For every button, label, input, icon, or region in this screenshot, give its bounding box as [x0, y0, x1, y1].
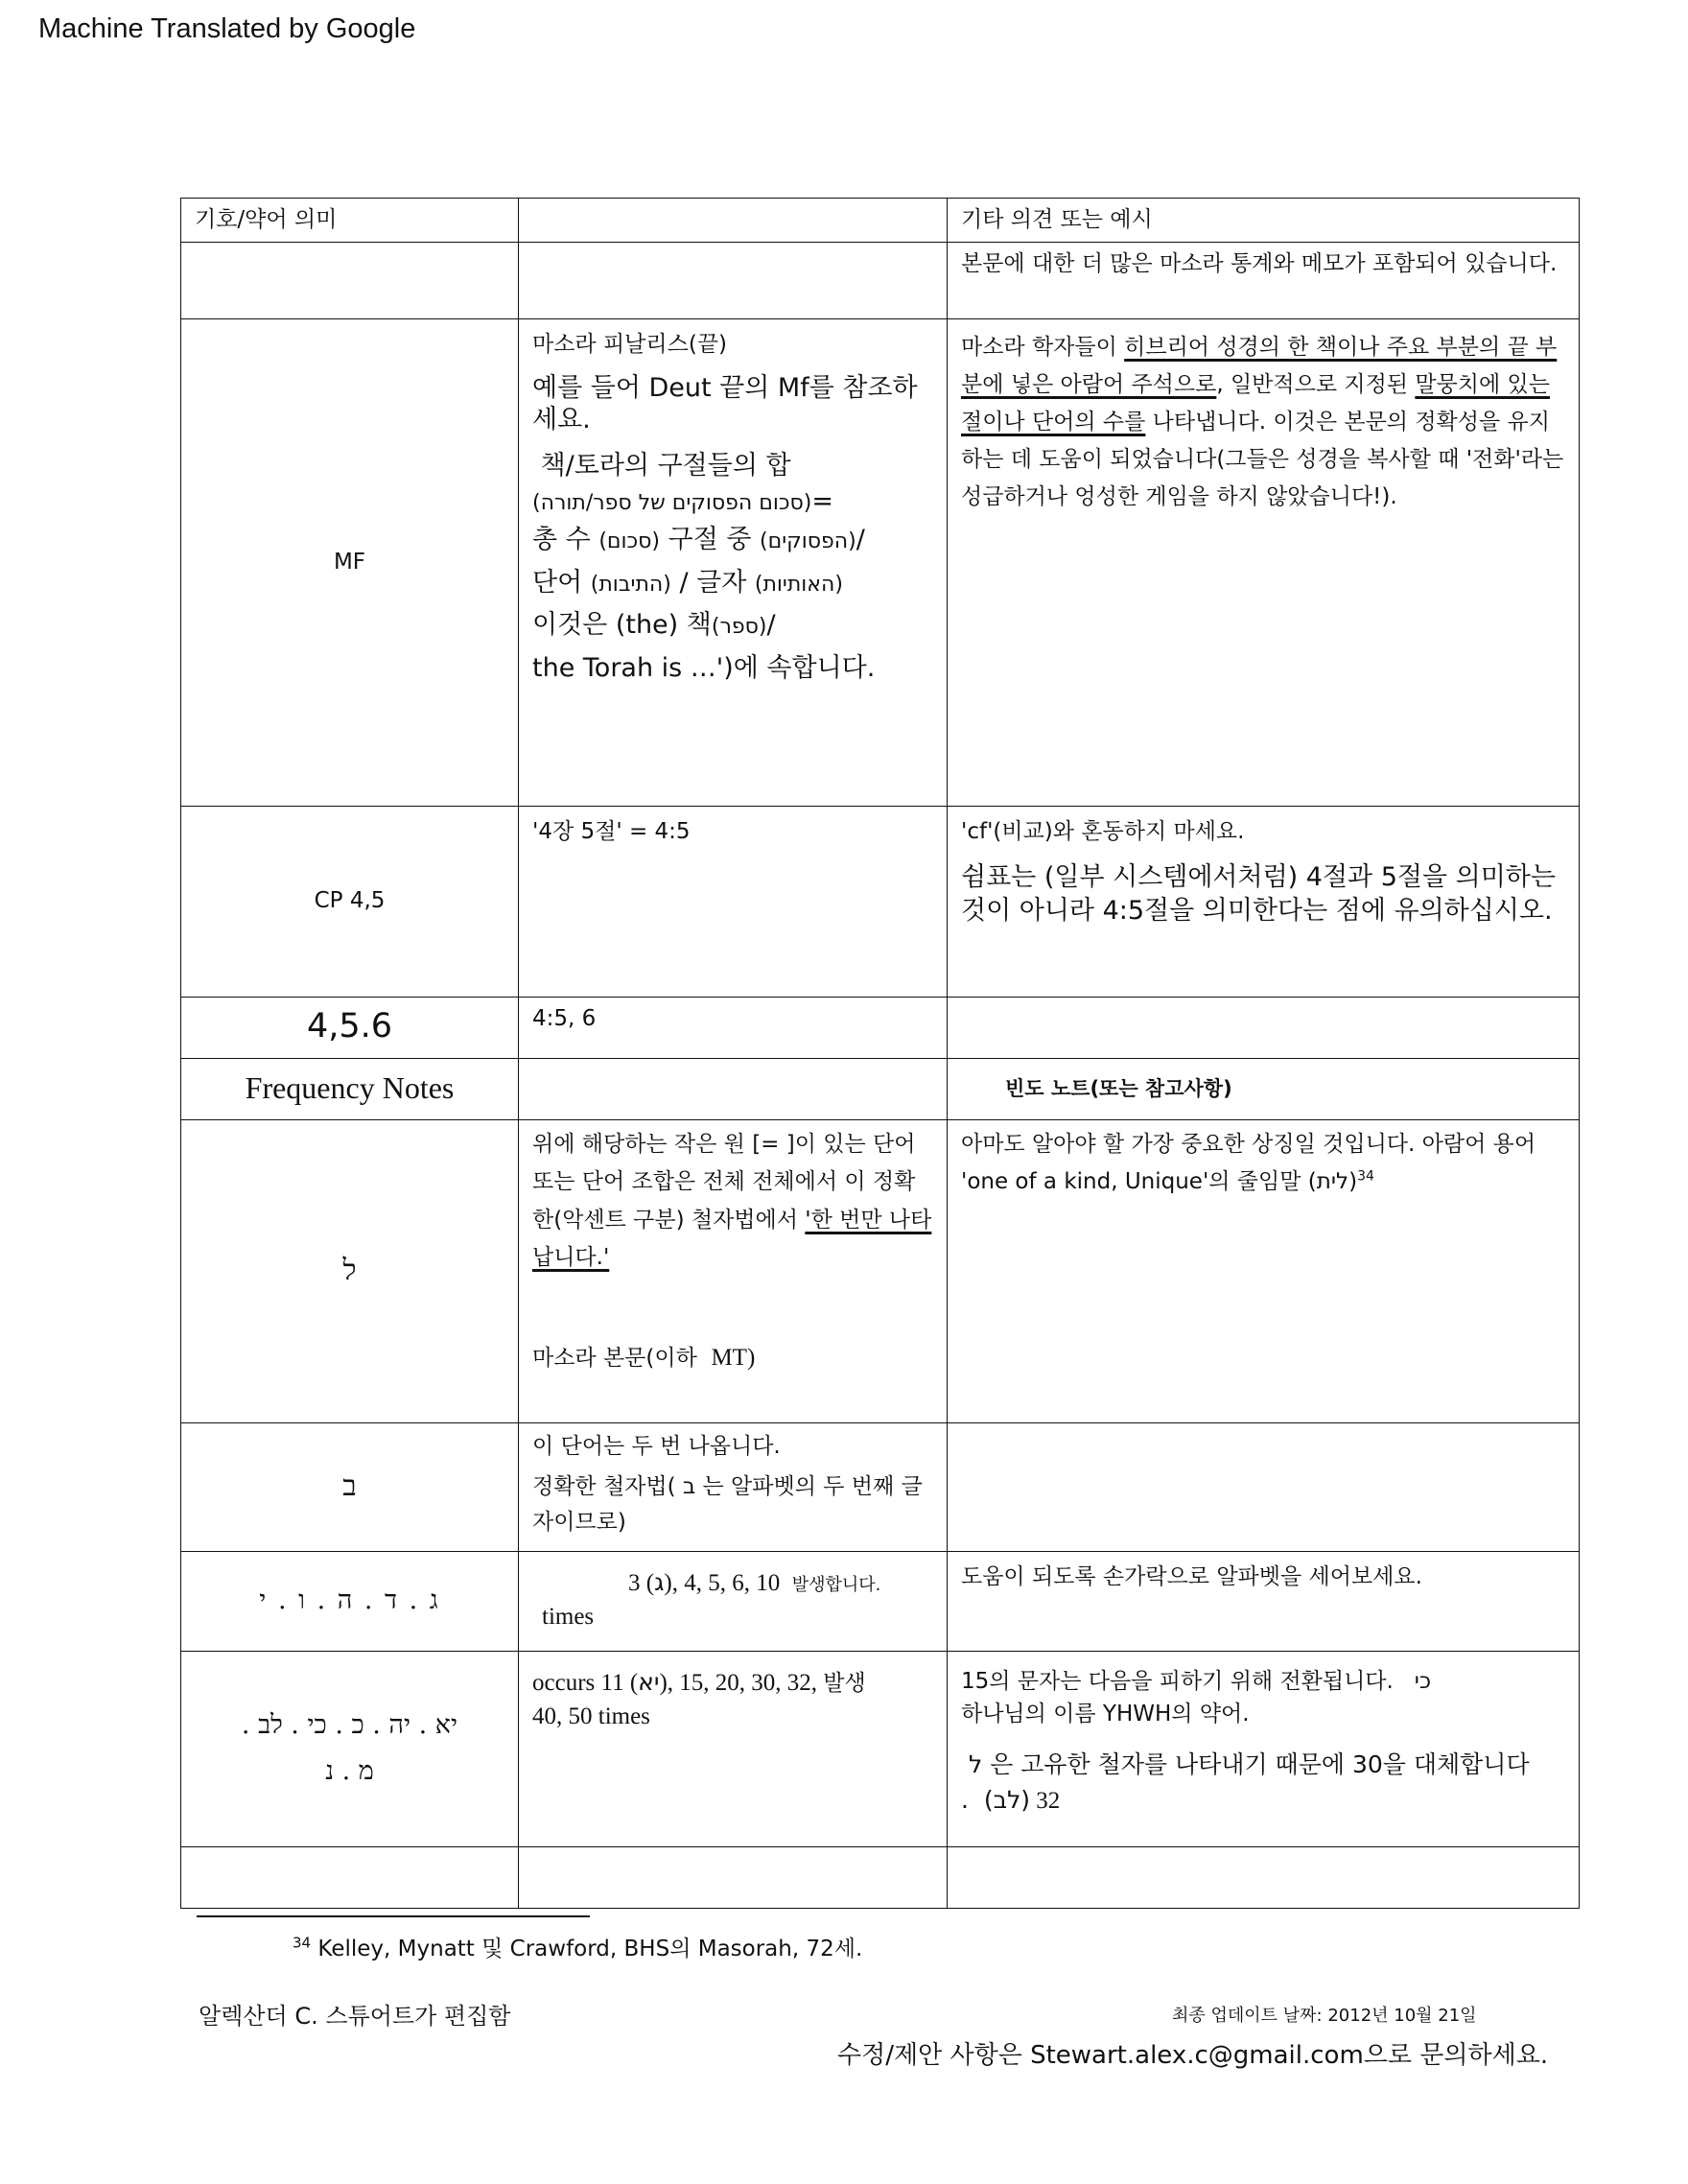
lamed-mt-note: [532, 1337, 933, 1378]
lamed-meaning-underline: '한 번만 나타납니다.': [532, 1207, 932, 1271]
lamed-meaning-part1: 위에 해당하는 작은 원 [= ]이 있는 단어 또는 단어 조합은 전체 전체에서 이 정확한(악센트 구분) 철자법에서: [532, 1131, 916, 1233]
row1-comments: [948, 242, 1580, 318]
yod-comment-line3: [961, 1747, 1565, 1820]
mf-verses-label: 구절 중: [668, 524, 752, 554]
lamed-meaning-cell: [519, 1119, 948, 1422]
masorah-symbol-table: [180, 198, 1580, 1909]
mf-comment-part1: 마소라 학자들이: [961, 334, 1125, 360]
mf-title: 마소라 피날리스(끝): [532, 331, 728, 357]
bet-meaning-cell: [519, 1422, 948, 1551]
yod-comment-part3: 은 고유한 철자를 나타내기 때문에 30을 대체합니다 .: [961, 1750, 1530, 1815]
gimel-comment: 도움이 되도록 손가락으로 알파벳을 세어보세요.: [961, 1563, 1422, 1589]
empty-cell-1: [181, 1846, 519, 1908]
lamed-meaning-text: [532, 1126, 933, 1278]
mf-total-hebrew: (סכום): [598, 528, 661, 553]
frequency-meaning-cell: [519, 1058, 948, 1119]
gimel-meaning-cell: [519, 1551, 948, 1651]
cp-comments-cell: [948, 806, 1580, 997]
lamed-comment-text: 아마도 알아야 할 가장 중요한 상징일 것입니다. 아람어 용어 'one of a kind, Unique'의 줄임말 (: [961, 1131, 1536, 1195]
table-row-bet: [181, 1422, 1580, 1551]
table-row-yod: [181, 1651, 1580, 1846]
gimel-symbol-cell: [181, 1551, 519, 1651]
lamed-symbol: ל: [342, 1253, 357, 1287]
bet-reason-part1: 정확한 철자법(: [532, 1474, 676, 1500]
frequency-notes-korean: 빈도 노트(또는 참고사항): [1005, 1076, 1232, 1100]
row1-symbol: [181, 242, 519, 318]
yod-symbols-line1: יא . יה . כ . כי . לב .: [241, 1709, 458, 1740]
lamed-comment-hebrew: לית: [1316, 1169, 1349, 1195]
cp-symbol-cell: [181, 806, 519, 997]
mf-count-line: [532, 519, 933, 562]
yod-symbols-line2: מ . נ: [325, 1756, 374, 1787]
mf-sum-label: 책/토라의 구절들의 합: [540, 451, 791, 481]
cp-meaning-cell: [519, 806, 948, 997]
table-row-mf: [181, 318, 1580, 806]
row1-comment-text: 본문에 대한 더 많은 마소라 통계와 메모가 포함되어 있습니다.: [961, 250, 1558, 276]
last-updated: 최종 업데이트 날짜: 2012년 10월 21일: [1172, 2006, 1477, 2026]
mf-letters-hebrew: (האותיות): [754, 572, 843, 597]
yod-comment-line2: 하나님의 이름 YHWH의 약어.: [961, 1702, 1250, 1727]
mf-comment-part3: 나타냅니다. 이것은 본문의 정확성을 유지하는 데 도움이 되었습니다(그들은 성경을 복사할 때 '전화'라는 성급하거나 엉성한 게임을 하지 않았습니다!).: [961, 409, 1564, 510]
cp-comment-note: 'cf'(비교)와 혼동하지 마세요.: [961, 818, 1245, 844]
gimel-comments-cell: [948, 1551, 1580, 1651]
gimel-to-yod-symbols: ג . ד . ה . ו . י: [259, 1585, 440, 1615]
bet-meaning-twice: 이 단어는 두 번 나옵니다.: [532, 1433, 781, 1459]
row1-meaning: [519, 242, 948, 318]
footnote-text: Kelley, Mynatt 및 Crawford, BHS의 Masorah, 72세.: [311, 1937, 863, 1961]
editor-credit: 알렉산더 C. 스튜어트가 편집함: [199, 2003, 511, 2030]
yod-comments-cell: [948, 1651, 1580, 1846]
mf-book-hebrew: (ספר): [711, 615, 767, 640]
translation-banner: Machine Translated by Google: [38, 13, 416, 44]
table-row-gimel: [181, 1551, 1580, 1651]
bet-symbol-cell: [181, 1422, 519, 1551]
mf-sum-hebrew: (סכום הפסוקים של ספר/תורה): [532, 490, 812, 515]
mf-symbol-cell: [181, 318, 519, 806]
numbers-symbol-cell: [181, 997, 519, 1058]
table-row-lamed: [181, 1119, 1580, 1422]
gimel-count-part2: ), 4, 5, 6, 10: [664, 1569, 781, 1596]
table-header-row: [181, 199, 1580, 243]
mf-words-hebrew: (התיבות): [590, 572, 671, 597]
gimel-count-part1: 3 (: [628, 1569, 655, 1596]
mf-meaning-cell: [519, 318, 948, 806]
bet-comments-cell: [948, 1422, 1580, 1551]
contact-line: 수정/제안 사항은 Stewart.alex.c@gmail.com으로 문의하세요.: [837, 2041, 1549, 2070]
mf-verses-hebrew: (הפסוקים): [760, 528, 856, 553]
mf-sum-line: [532, 449, 933, 519]
empty-cell-3: [948, 1846, 1580, 1908]
header-col-symbol: [181, 199, 519, 243]
mf-words-line: [532, 562, 933, 605]
frequency-comments-cell: [948, 1058, 1580, 1119]
lamed-comments-cell: [948, 1119, 1580, 1422]
yod-lamed-hebrew: ל: [968, 1750, 983, 1778]
yod-times: 40, 50 times: [532, 1703, 650, 1730]
numbers-symbol: 4,5.6: [306, 1007, 393, 1046]
frequency-symbol-cell: [181, 1058, 519, 1119]
empty-cell-2: [519, 1846, 948, 1908]
mf-comment-underline2: 말뭉치에 있는 절이나 단어의 수를: [961, 371, 1550, 434]
cp-comment-detail: 쉼표는 (일부 시스템에서처럼) 4절과 5절을 의미하는 것이 아니라 4:5절을 의미한다는 점에 유의하십시오.: [961, 862, 1556, 927]
gimel-count-hebrew: ג: [654, 1567, 665, 1596]
footnote-number: 34: [293, 1934, 312, 1952]
lamed-mt-abbrev: MT): [711, 1344, 756, 1371]
yod-meaning-cell: [519, 1651, 948, 1846]
mf-book-line: [532, 604, 933, 647]
lamed-comment-close: ): [1348, 1169, 1358, 1195]
numbers-meaning-cell: [519, 997, 948, 1058]
mf-slash: /: [856, 524, 865, 554]
cp-meaning: '4장 5절' = 4:5: [532, 818, 691, 844]
footnote-ref-34: 34: [1357, 1168, 1374, 1185]
bet-reason-hebrew: ב: [682, 1474, 696, 1500]
gimel-times: times: [542, 1604, 595, 1631]
frequency-notes-heading: Frequency Notes: [245, 1070, 455, 1106]
yod-lamed-bet-hebrew: (לב): [983, 1786, 1031, 1815]
yod-comment-part1: 15의 문자는 다음을 피하기 위해 전환됩니다.: [961, 1668, 1394, 1694]
header-col-comments: [948, 199, 1580, 243]
mf-comment-part2: , 일반적으로 지정된: [1216, 371, 1416, 397]
mf-torah-line: the Torah is …')에 속합니다.: [532, 652, 876, 683]
mf-example: 예를 들어 Deut 끝의 Mf를 참조하세요.: [532, 373, 918, 434]
lamed-symbol-cell: [181, 1119, 519, 1422]
numbers-comments-cell: [948, 997, 1580, 1058]
mf-comments-cell: [948, 318, 1580, 806]
header-comments-label: 기타 의견 또는 예시: [961, 207, 1153, 232]
yod-comment-32: 32: [1030, 1788, 1061, 1815]
mf-total-label: 총 수: [532, 524, 591, 554]
numbers-meaning: 4:5, 6: [532, 1005, 597, 1031]
yod-comment-hebrew: כי: [1414, 1668, 1432, 1694]
yod-occurs-line: [532, 1665, 933, 1701]
mf-comment-underline1: 히브리어 성경의 한 책이나 주요 부분의 끝 부분에 넣은 아람어 주석으로: [961, 334, 1558, 397]
table-row-cp: [181, 806, 1580, 997]
mf-letters-label: / 글자: [679, 567, 747, 598]
yod-symbol-cell: [181, 1651, 519, 1846]
cp-symbol: CP 4,5: [314, 888, 386, 914]
yod-comment-line1: [961, 1665, 1565, 1699]
header-col-meaning: [519, 199, 948, 243]
lamed-mt-label: 마소라 본문(이하: [532, 1345, 697, 1371]
gimel-occurs-korean: 발생합니다.: [791, 1574, 881, 1595]
yod-count-part1: occurs 11 (: [532, 1669, 639, 1696]
mf-symbol: MF: [333, 549, 366, 575]
yod-occurs-korean: 발생: [823, 1670, 866, 1696]
gimel-occurs-line: [532, 1565, 933, 1601]
yod-count-part2: ), 15, 20, 30, 32,: [659, 1669, 818, 1696]
mf-book-label: 이것은 (the) 책: [532, 610, 712, 641]
footnote-divider: [197, 1915, 590, 1917]
mf-words-label: 단어: [532, 567, 583, 598]
bet-symbol: ב: [342, 1468, 357, 1503]
bet-reason-part2: 는 알파벳의 두 번째 글자이므로): [532, 1474, 923, 1536]
mf-equals: =: [811, 485, 833, 516]
table-row-frequency: [181, 1058, 1580, 1119]
header-symbol-label: 기호/약어 의미: [195, 207, 338, 232]
table-row: [181, 242, 1580, 318]
footnote-34: [293, 1931, 862, 1962]
table-row-empty: [181, 1846, 1580, 1908]
mf-slash-2: /: [766, 610, 776, 641]
yod-count-hebrew: יא: [638, 1667, 660, 1696]
bet-meaning-reason: [532, 1469, 933, 1540]
table-row-numbers: [181, 997, 1580, 1058]
